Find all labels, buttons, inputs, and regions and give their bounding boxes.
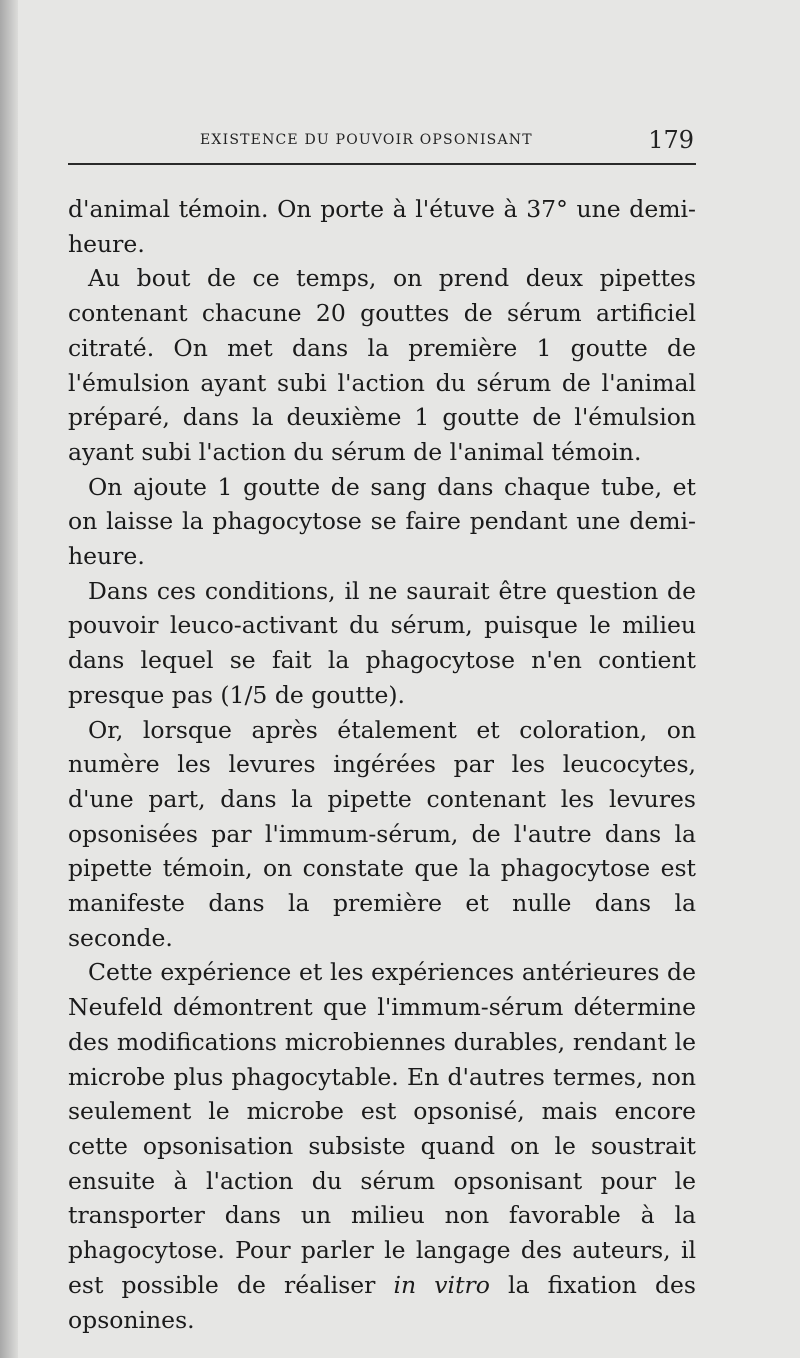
text-run: la fixation des opsonines. bbox=[68, 1270, 696, 1334]
text-run: Cette expérience et les expériences antérieures de Neufeld démontrent que l'immum-sérum détermine des modifications microbiennes durables, rendant le microbe plus phagocytable. En d'autres termes, non seulement le microbe est opsonisé, mais encore cette opsonisation subsiste quand on le soustrait ensuite à l'action du sérum opsonisant pour le transporter dans un milieu non favorable à la phagocytose. Pour parler le langage des auteurs, il est possible de réaliser bbox=[68, 958, 696, 1299]
page-number: 179 bbox=[648, 126, 694, 154]
paragraph: Dans ces conditions, il ne saurait être question de pouvoir leuco-activant du sérum, puisque le milieu dans lequel se fait la phagocytose n'en contient presque pas (1/5 de goutte). bbox=[68, 576, 696, 709]
paragraph-last bbox=[68, 955, 696, 1337]
page-header bbox=[68, 126, 694, 156]
body-text bbox=[68, 192, 696, 1337]
italic-phrase: in vitro bbox=[393, 1270, 490, 1299]
paragraph: Or, lorsque après étalement et coloration, on numère les levures ingérées par les leucocytes, d'une part, dans la pipette contenant les levures opsonisées par l'immum-sérum, de l'autre dans la pipette témoin, on constate que la phagocytose est manifeste dans la première et nulle dans la seconde. bbox=[68, 715, 696, 952]
page-gutter-shadow bbox=[0, 0, 18, 1358]
paragraph-continuation: d'animal témoin. On porte à l'étuve à 37° une demi-heure. bbox=[68, 195, 696, 258]
running-title: EXISTENCE DU POUVOIR OPSONISANT bbox=[200, 132, 533, 148]
paragraph: On ajoute 1 goutte de sang dans chaque tube, et on laisse la phagocytose se faire pendant une demi-heure. bbox=[68, 472, 696, 571]
paragraph: Au bout de ce temps, on prend deux pipettes contenant chacune 20 gouttes de sérum artificiel citraté. On met dans la première 1 goutte de l'émulsion ayant subi l'action du sérum de l'animal préparé, dans la deuxième 1 goutte de l'émulsion ayant subi l'action du sérum de l'animal témoin. bbox=[68, 264, 696, 466]
header-rule bbox=[68, 163, 696, 165]
